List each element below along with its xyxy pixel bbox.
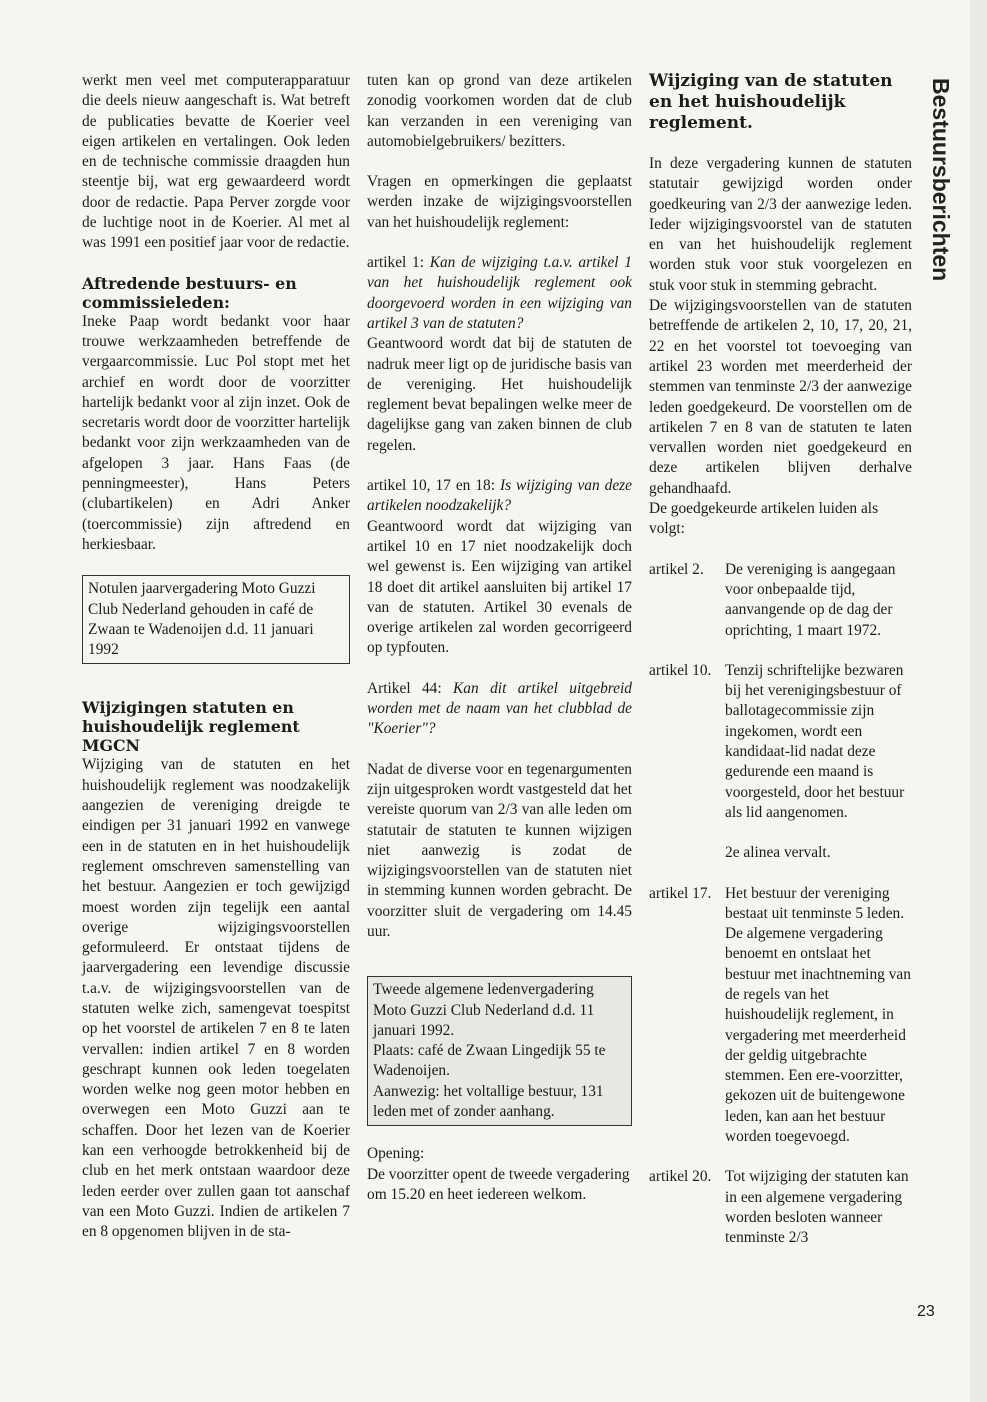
opening-label: Opening: <box>367 1145 425 1163</box>
paragraph-continuation: tuten kan op grond van deze artikelen zonodig voorkomen worden dat de club kan verzanden in een vereniging van automobielgebruikers/ bezitters. <box>367 72 632 150</box>
heading-statuten: Wijziging van de statuten en het huishoudelijk reglement. <box>649 71 893 133</box>
question-artikel-44 <box>367 679 632 740</box>
heading-aftredende: Aftredende bestuurs- en commissieleden: <box>82 273 297 312</box>
question-text: Kan dit artikel uitgebreid worden met de naam van het clubblad de "Koerier"? <box>367 679 632 738</box>
question-artikel-10 <box>367 476 632 517</box>
page-number: 23 <box>917 1303 935 1320</box>
artikel-label: artikel 17. <box>649 884 712 902</box>
paragraph-vragen: Vragen en opmerkingen die geplaatst werden inzake de wijzigingsvoorstellen van het huishoudelijk reglement: <box>367 173 632 231</box>
question-text: Is wijziging van deze artikelen noodzakelijk? <box>367 477 632 515</box>
question-text: Kan de wijziging t.a.v. artikel 1 van het huishoudelijk reglement ook doorgevoerd worden in een wijziging van artikel 3 van de statuten? <box>367 254 632 332</box>
column-1 <box>82 71 350 1243</box>
section-tab <box>926 78 956 298</box>
notulen-box <box>82 575 350 664</box>
paragraph-voorstellen: De wijzigingsvoorstellen van de statuten betreffende de artikelen 2, 10, 17, 20, 21, 22 en het voorstel tot toevoeging van artikel 23 worden met meerderheid der stemmen van tenminste 2/3 der aanwezige leden goedgekeurd. De voorstellen om de artikelen 7 en 8 van de statuten te laten vervallen worden niet goedgekeurd en deze artikelen blijven derhalve gehandhaafd. <box>649 297 912 497</box>
paragraph-vergadering: In deze vergadering kunnen de statuten statutair gewijzigd worden onder goedkeuring van 2/3 der aanwezige leden. Ieder wijzigingsvoorstel van de statuten en van het huishoudelijk reglement worden stuk voor stuk voorgelezen en stuk voor stuk in stemming gebracht. <box>649 155 912 294</box>
artikel-text: Tot wijziging der statuten kan in een algemene vergadering worden besloten wanneer tenminste 2/3 <box>725 1168 909 1247</box>
artikel-text: Het bestuur der vereniging bestaat uit tenminste 5 leden. De algemene vergadering benoemt en ontslaat het bestuur met inachtneming van de regels van het huishoudelijk reglement, in vergadering met meerderheid der geldig uitgebrachte stemmen. Een ere-voorzitter, gekozen uit de buitengewone leden, kan aan het bestuur worden toegevoegd. <box>725 884 911 1146</box>
paragraph-wijzigingen: Wijziging van de statuten en het huishoudelijk reglement was noodzakelijk aangezien de vereniging dreigde te eindigen per 31 januari 1992 en vanwege een in de statuten en in het huishoudelijk reglement omschreven samenstelling van het bestuur. Aangezien er toch gewijzigd moest worden zijn tegelijk een aantal overige wijzigingsvoorstellen geformuleerd. Er ontstaat tijdens de jaarvergadering een levendige discussie t.a.v. de wijzigingsvoorstellen van de statuten welke zich, samengevat toespitst op het voorstel de artikelen 7 en 8 te laten vervallen: indien artikel 7 en 8 worden geschrapt kunnen ook leden toegelaten worden welke nog geen motor hebben en overwegen een Moto Guzzi aan te schaffen. Door het lezen van de Koerier kan een verhoogde betrokkenheid bij de club en het merk ontstaan waardoor deze leden eerder over zullen gaan tot aanschaf van een Moto Guzzi. Indien de artikelen 7 en 8 opgenomen blijven in de sta- <box>82 756 350 1241</box>
paragraph-quorum: Nadat de diverse voor en tegenargumenten zijn uitgesproken wordt vastgesteld dat het vereiste quorum van 2/3 van alle leden om statutair de statuten te kunnen wijzigen niet aanwezig is zodat de wijzigingsvoorstellen van de statuten niet in stemming kunnen worden gebracht. De voorzitter sluit de vergadering om 14.45 uur. <box>367 760 632 940</box>
artikel-label: artikel 2. <box>649 560 704 578</box>
artikel-2 <box>649 560 912 641</box>
answer-artikel-1: Geantwoord wordt dat bij de statuten de nadruk meer ligt op de juridische basis van de vereniging. Het huishoudelijk reglement bevat bepalingen welke meer de dagelijkse gang van zaken binnen de club regelen. <box>367 335 632 454</box>
answer-artikel-10: Geantwoord wordt dat wijziging van artikel 10 en 17 niet noodzakelijk doch wel gewenst is. Een wijziging van artikel 18 doet dit artikel aansluiten bij artikel 17 van de statuten. Artikel 30 evenals de overige artikelen zal worden gecorrigeerd op typfouten. <box>367 517 632 657</box>
artikel-17 <box>649 884 912 1148</box>
notulen-box-text: Notulen jaarvergadering Moto Guzzi Club Nederland gehouden in café de Zwaan te Wadenoijen d.d. 11 januari 1992 <box>88 580 316 659</box>
heading-wijzigingen: Wijzigingen statuten en huishoudelijk reglement MGCN <box>82 698 300 756</box>
artikel-text: De vereniging is aangegaan voor onbepaalde tijd, aanvangende op de dag der oprichting, 1 maart 1972. <box>725 560 896 639</box>
opening-text: De voorzitter opent de tweede vergadering om 15.20 en heet iedereen welkom. <box>367 1165 630 1203</box>
artikel-text <box>725 661 912 864</box>
column-2 <box>367 71 632 1205</box>
artikel-10-alinea: 2e alinea vervalt. <box>725 844 831 862</box>
artikel-20 <box>649 1167 912 1248</box>
artikel-10 <box>649 661 912 864</box>
paragraph-aftredende: Ineke Paap wordt bedankt voor haar trouwe werkzaamheden betreffende de vergaarcommissie. Luc Pol stopt met het archief en wordt door de voorzitter hartelijk bedankt voor al zijn inzet. Ook de secretaris wordt door de voorzitter hartelijk bedankt voor zijn werkzaamheden van de afgelopen 3 jaar. Hans Faas (de penningmeester), Hans Peters (clubartikelen) en Adri Anker (toercommissie) zijn aftredend en herkiesbaar. <box>82 312 350 553</box>
artikel-10-text: Tenzij schriftelijke bezwaren bij het verenigingsbestuur of ballotagecommissie zijn ingekomen, wordt een kandidaat-lid nadat deze gedurende een maand is voorgesteld, door het bestuur als lid aangenomen. <box>725 661 905 821</box>
artikel-label: artikel 20. <box>649 1168 712 1186</box>
question-label: artikel 1: <box>367 254 430 272</box>
question-label: artikel 10, 17 en 18: <box>367 477 500 495</box>
section-tab-label: Bestuursberichten <box>928 78 954 282</box>
column-3 <box>649 71 912 1249</box>
question-label: Artikel 44: <box>367 679 454 697</box>
vergadering-box <box>367 976 632 1126</box>
box-line-plaats: Plaats: café de Zwaan Lingedijk 55 te Wadenoijen. <box>373 1042 606 1080</box>
intro-paragraph: werkt men veel met computerapparatuur die deels nieuw aangeschaft is. Wat betreft de publicaties bevatte de Koerier veel eigen artikelen en vertalingen. Ook leden en de technische commissie draagden hun steentje bij, wat erg gewaardeerd wordt door de redactie. Papa Perver zorgde voor de luchtige noot in de Koerier. Al met al was 1991 een positief jaar voor de redactie. <box>82 72 350 252</box>
box-line-title: Tweede algemene ledenvergadering Moto Guzzi Club Nederland d.d. 11 januari 1992. <box>373 981 595 1039</box>
paragraph-goedgekeurd: De goedgekeurde artikelen luiden als volgt: <box>649 500 879 538</box>
question-artikel-1 <box>367 253 632 334</box>
box-line-aanwezig: Aanwezig: het voltallige bestuur, 131 leden met of zonder aanhang. <box>373 1082 604 1121</box>
artikel-label: artikel 10. <box>649 661 712 679</box>
page-edge <box>970 0 987 1402</box>
